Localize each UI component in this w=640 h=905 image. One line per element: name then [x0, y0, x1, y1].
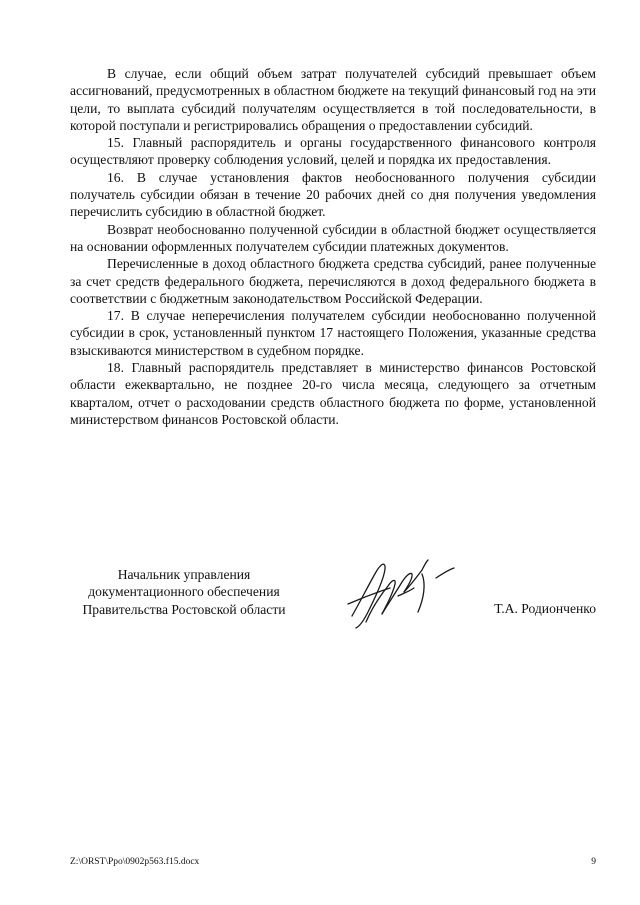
paragraph-item-16: 16. В случае установления фактов необоснованного получения субсидии получатель субсидии обязан в течение 20 рабочих дней со дня получения уведомления перечислить субсидию в областной бюджет. — [70, 169, 596, 220]
position-line: Начальник управления — [117, 567, 251, 582]
handwritten-signature-icon — [338, 552, 458, 634]
signature-block — [70, 566, 596, 646]
paragraph-item-17: 17. В случае неперечисления получателем субсидии необоснованно полученной субсидии в срок, установленный пунктом 17 настоящего Положения, указанные средства взыскиваются министерством в судебном порядке. — [70, 308, 596, 358]
paragraph: В случае, если общий объем затрат получателей субсидий превышает объем ассигнований, предусмотренных в областном бюджете на текущий финансовый год на эти цели, то выплата субсидий получателям осуществляется в той последовательности, в которой поступали и регистрировались обращения о предоставлении субсидий. — [70, 66, 596, 133]
paragraph: Возврат необоснованно полученной субсидии в областной бюджет осуществляется на основании оформленных получателем субсидии платежных документов. — [70, 221, 596, 254]
paragraph-item-15: 15. Главный распорядитель и органы государственного финансового контроля осуществляют проверку соблюдения условий, целей и порядка их предоставления. — [70, 135, 596, 168]
signatory-position — [70, 566, 298, 618]
position-line: документационного обеспечения — [88, 584, 280, 600]
file-path: Z:\ORST\Ppo\0902p563.f15.docx — [70, 857, 200, 867]
paragraph-item-18: 18. Главный распорядитель представляет в министерство финансов Ростовской области ежеквартально, не позднее 20-го числа месяца, следующего за отчетным кварталом, отчет о расходовании средств областного бюджета по форме, установленной министерством финансов Ростовской области. — [70, 360, 596, 427]
position-line: Правительства Ростовской области — [82, 601, 286, 617]
page-number: 9 — [591, 857, 596, 867]
paragraph: Перечисленные в доход областного бюджета средства субсидий, ранее полученные за счет средств федерального бюджета, перечисляются в доход федерального бюджета в соответствии с бюджетным законодательством Российской Федерации. — [70, 256, 596, 306]
signatory-name: Т.А. Родионченко — [494, 601, 596, 616]
document-body — [70, 65, 596, 428]
